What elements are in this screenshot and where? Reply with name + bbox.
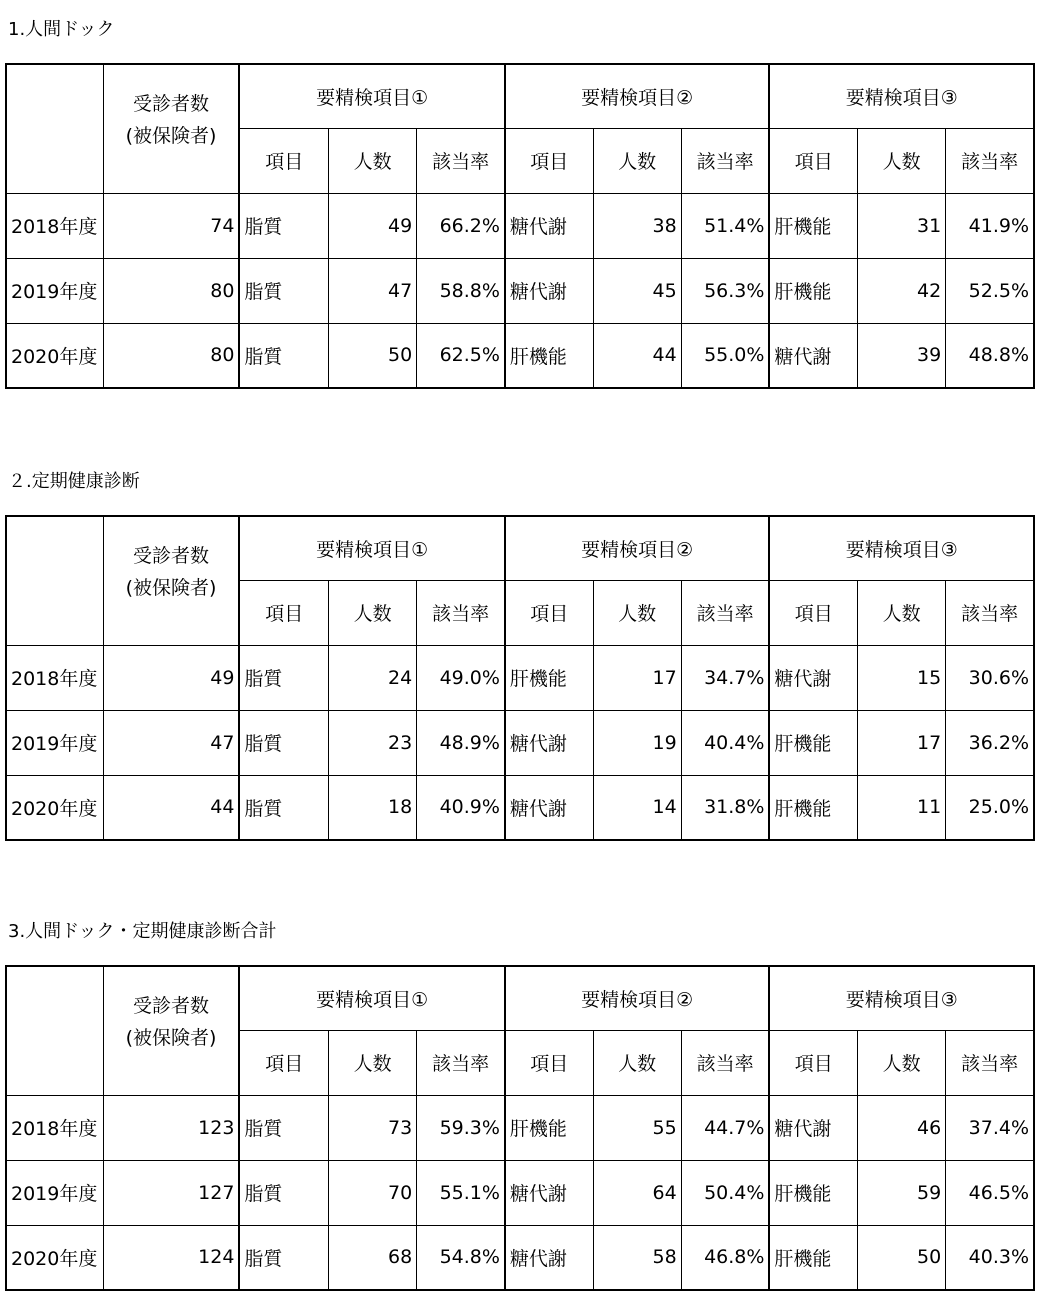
results-table — [5, 965, 1035, 1291]
count-cell: 38 — [593, 193, 681, 258]
count-cell: 17 — [593, 645, 681, 710]
count-header: 人数 — [593, 128, 681, 193]
item-cell: 肝機能 — [505, 645, 593, 710]
count-cell: 31 — [858, 193, 946, 258]
table-row — [6, 258, 1034, 323]
table-row — [6, 1095, 1034, 1160]
recipients-cell: 74 — [103, 193, 239, 258]
table-row — [6, 710, 1034, 775]
recipients-cell: 80 — [103, 323, 239, 388]
count-cell: 39 — [858, 323, 946, 388]
count-cell: 49 — [329, 193, 417, 258]
year-cell: 2020年度 — [6, 323, 103, 388]
group-header-1: 要精検項目① — [239, 64, 505, 128]
item-cell: 肝機能 — [505, 323, 593, 388]
count-cell: 45 — [593, 258, 681, 323]
recipients-cell: 124 — [103, 1225, 239, 1290]
item-cell: 肝機能 — [769, 1160, 857, 1225]
rate-header: 該当率 — [946, 128, 1034, 193]
rate-cell: 41.9% — [946, 193, 1034, 258]
item-header: 項目 — [505, 580, 593, 645]
table-row — [6, 323, 1034, 388]
recipients-cell: 49 — [103, 645, 239, 710]
item-header: 項目 — [239, 580, 328, 645]
count-cell: 42 — [858, 258, 946, 323]
recipients-header-line2: (被保険者) — [125, 576, 217, 599]
corner-cell — [6, 516, 103, 645]
recipients-header-line1: 受診者数 — [133, 994, 210, 1017]
count-cell: 47 — [329, 258, 417, 323]
count-cell: 19 — [593, 710, 681, 775]
item-header: 項目 — [239, 128, 328, 193]
rate-cell: 62.5% — [417, 323, 505, 388]
recipients-cell: 123 — [103, 1095, 239, 1160]
count-cell: 70 — [329, 1160, 417, 1225]
item-cell: 糖代謝 — [769, 1095, 857, 1160]
count-cell: 17 — [858, 710, 946, 775]
count-cell: 50 — [329, 323, 417, 388]
year-cell: 2019年度 — [6, 258, 103, 323]
corner-cell — [6, 64, 103, 193]
recipients-cell: 47 — [103, 710, 239, 775]
corner-cell — [6, 966, 103, 1095]
group-header-2: 要精検項目② — [505, 516, 770, 580]
item-cell: 脂質 — [239, 323, 328, 388]
group-header-3: 要精検項目③ — [769, 966, 1034, 1030]
recipients-cell: 127 — [103, 1160, 239, 1225]
count-cell: 11 — [858, 775, 946, 840]
count-cell: 59 — [858, 1160, 946, 1225]
recipients-header-line1: 受診者数 — [133, 544, 210, 567]
count-header: 人数 — [858, 128, 946, 193]
count-cell: 73 — [329, 1095, 417, 1160]
rate-cell: 55.1% — [417, 1160, 505, 1225]
table-row — [6, 645, 1034, 710]
count-cell: 24 — [329, 645, 417, 710]
table-row — [6, 1160, 1034, 1225]
year-cell: 2020年度 — [6, 775, 103, 840]
item-cell: 脂質 — [239, 645, 328, 710]
count-header: 人数 — [593, 1030, 681, 1095]
group-header-1: 要精検項目① — [239, 516, 505, 580]
count-header: 人数 — [858, 580, 946, 645]
count-header: 人数 — [593, 580, 681, 645]
recipients-header — [103, 516, 239, 645]
rate-header: 該当率 — [417, 128, 505, 193]
item-header: 項目 — [505, 128, 593, 193]
rate-header: 該当率 — [417, 580, 505, 645]
rate-header: 該当率 — [417, 1030, 505, 1095]
recipients-header-line1: 受診者数 — [133, 92, 210, 115]
item-cell: 糖代謝 — [505, 193, 593, 258]
rate-cell: 51.4% — [681, 193, 769, 258]
group-header-3: 要精検項目③ — [769, 64, 1034, 128]
results-table — [5, 515, 1035, 841]
table-row — [6, 1225, 1034, 1290]
rate-cell: 56.3% — [681, 258, 769, 323]
header-row-groups — [6, 516, 1034, 580]
rate-header: 該当率 — [681, 580, 769, 645]
rate-header: 該当率 — [681, 128, 769, 193]
rate-cell: 36.2% — [946, 710, 1034, 775]
year-cell: 2018年度 — [6, 1095, 103, 1160]
recipients-cell: 44 — [103, 775, 239, 840]
count-header: 人数 — [858, 1030, 946, 1095]
item-cell: 肝機能 — [769, 775, 857, 840]
year-cell: 2018年度 — [6, 645, 103, 710]
rate-cell: 34.7% — [681, 645, 769, 710]
rate-cell: 25.0% — [946, 775, 1034, 840]
rate-cell: 40.9% — [417, 775, 505, 840]
rate-cell: 37.4% — [946, 1095, 1034, 1160]
rate-cell: 55.0% — [681, 323, 769, 388]
count-cell: 18 — [329, 775, 417, 840]
count-cell: 23 — [329, 710, 417, 775]
section-title: 3.人間ドック・定期健康診断合計 — [8, 921, 277, 942]
rate-header: 該当率 — [946, 580, 1034, 645]
rate-cell: 46.8% — [681, 1225, 769, 1290]
rate-cell: 40.4% — [681, 710, 769, 775]
year-cell: 2019年度 — [6, 710, 103, 775]
table-row — [6, 775, 1034, 840]
group-header-1: 要精検項目① — [239, 966, 505, 1030]
count-cell: 68 — [329, 1225, 417, 1290]
item-cell: 脂質 — [239, 775, 328, 840]
rate-cell: 52.5% — [946, 258, 1034, 323]
group-header-2: 要精検項目② — [505, 966, 770, 1030]
rate-cell: 30.6% — [946, 645, 1034, 710]
count-header: 人数 — [329, 580, 417, 645]
item-header: 項目 — [769, 1030, 857, 1095]
rate-cell: 48.9% — [417, 710, 505, 775]
recipients-cell: 80 — [103, 258, 239, 323]
count-header: 人数 — [329, 128, 417, 193]
count-cell: 46 — [858, 1095, 946, 1160]
section-title: 1.人間ドック — [8, 19, 115, 40]
rate-cell: 48.8% — [946, 323, 1034, 388]
item-cell: 糖代謝 — [505, 710, 593, 775]
results-table — [5, 63, 1035, 389]
item-cell: 脂質 — [239, 193, 328, 258]
item-cell: 肝機能 — [769, 710, 857, 775]
recipients-header-line2: (被保険者) — [125, 124, 217, 147]
item-cell: 脂質 — [239, 1225, 328, 1290]
item-cell: 糖代謝 — [769, 645, 857, 710]
year-cell: 2018年度 — [6, 193, 103, 258]
count-header: 人数 — [329, 1030, 417, 1095]
rate-cell: 50.4% — [681, 1160, 769, 1225]
item-cell: 脂質 — [239, 258, 328, 323]
count-cell: 44 — [593, 323, 681, 388]
year-cell: 2020年度 — [6, 1225, 103, 1290]
rate-cell: 40.3% — [946, 1225, 1034, 1290]
item-header: 項目 — [239, 1030, 328, 1095]
item-cell: 糖代謝 — [769, 323, 857, 388]
rate-cell: 31.8% — [681, 775, 769, 840]
item-header: 項目 — [505, 1030, 593, 1095]
item-header: 項目 — [769, 128, 857, 193]
group-header-3: 要精検項目③ — [769, 516, 1034, 580]
rate-header: 該当率 — [946, 1030, 1034, 1095]
section-title: ２.定期健康診断 — [8, 471, 140, 492]
rate-cell: 58.8% — [417, 258, 505, 323]
item-cell: 肝機能 — [505, 1095, 593, 1160]
header-row-groups — [6, 966, 1034, 1030]
header-row-groups — [6, 64, 1034, 128]
rate-cell: 66.2% — [417, 193, 505, 258]
item-cell: 糖代謝 — [505, 775, 593, 840]
item-cell: 糖代謝 — [505, 1225, 593, 1290]
rate-header: 該当率 — [681, 1030, 769, 1095]
item-cell: 糖代謝 — [505, 258, 593, 323]
table-row — [6, 193, 1034, 258]
count-cell: 14 — [593, 775, 681, 840]
group-header-2: 要精検項目② — [505, 64, 770, 128]
item-cell: 脂質 — [239, 1160, 328, 1225]
recipients-header — [103, 64, 239, 193]
count-cell: 50 — [858, 1225, 946, 1290]
recipients-header — [103, 966, 239, 1095]
item-cell: 肝機能 — [769, 1225, 857, 1290]
count-cell: 55 — [593, 1095, 681, 1160]
item-header: 項目 — [769, 580, 857, 645]
rate-cell: 54.8% — [417, 1225, 505, 1290]
item-cell: 脂質 — [239, 1095, 328, 1160]
count-cell: 58 — [593, 1225, 681, 1290]
item-cell: 肝機能 — [769, 193, 857, 258]
rate-cell: 59.3% — [417, 1095, 505, 1160]
rate-cell: 46.5% — [946, 1160, 1034, 1225]
item-cell: 肝機能 — [769, 258, 857, 323]
year-cell: 2019年度 — [6, 1160, 103, 1225]
count-cell: 15 — [858, 645, 946, 710]
rate-cell: 49.0% — [417, 645, 505, 710]
item-cell: 糖代謝 — [505, 1160, 593, 1225]
item-cell: 脂質 — [239, 710, 328, 775]
rate-cell: 44.7% — [681, 1095, 769, 1160]
count-cell: 64 — [593, 1160, 681, 1225]
recipients-header-line2: (被保険者) — [125, 1026, 217, 1049]
